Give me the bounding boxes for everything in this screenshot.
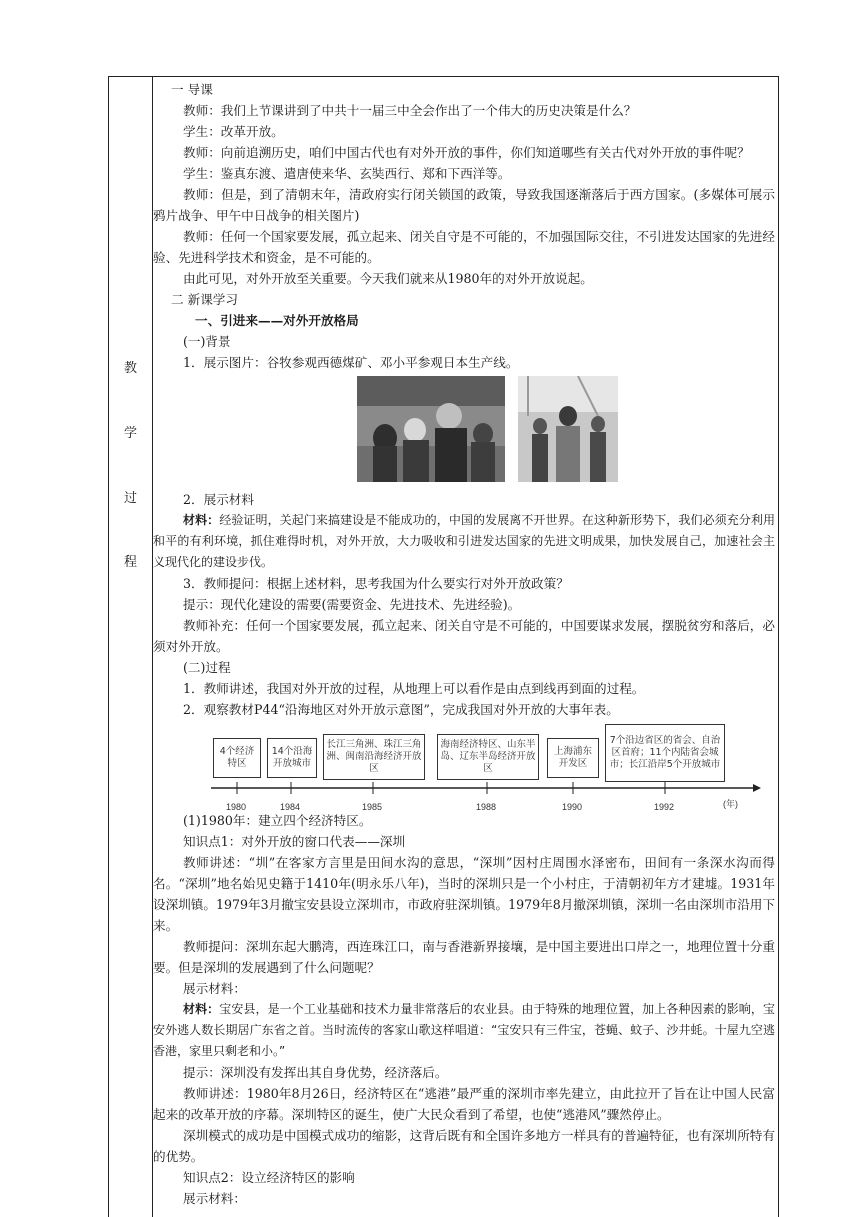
- paragraph: 2．展示材料: [183, 492, 254, 507]
- material-label: 材料：: [183, 1002, 220, 1016]
- lesson-table: [108, 76, 779, 1217]
- opening-timeline: [153, 724, 775, 810]
- material-text: 宝安县，是一个工业基础和技术力量非常落后的农业县。由于特殊的地理位置，加上各种因素的影响，宝安外逃人数长期居广东省之首。当时流传的客家山歌这样唱道：“宝安只有三件宝，苍蝇、蚊子、沙井蚝。十屋九空逃香港，家里只剩老和小。”: [153, 1002, 775, 1058]
- photo-row: [153, 376, 775, 484]
- paragraph: 3．教师提问：根据上述材料，思考我国为什么要实行对外开放政策？: [183, 576, 569, 591]
- lesson-content: [153, 79, 775, 1209]
- material-text: 经验证明，关起门来搞建设是不能成功的，中国的发展离不开世界。在这种新形势下，我们必须充分利用和平的有利环境，抓住难得时机，对外开放，大力吸收和引进发达国家的先进文明成果，加快发展自己，加速社会主义现代化的建设步伐。: [153, 513, 775, 569]
- paragraph: 教师提问：深圳东起大鹏湾，西连珠江口，南与香港新界接壤，是中国主要进出口岸之一，地理位置十分重要。但是深圳的发展遇到了什么问题呢？: [153, 939, 775, 975]
- paragraph: 1．教师讲述，我国对外开放的过程，从地理上可以看作是由点到线再到面的过程。: [183, 681, 645, 696]
- photo-deng-xiaoping-factory: [518, 376, 618, 482]
- paragraph: 教师补充：任何一个国家要发展，孤立起来、闭关自守是不可能的，中国要谋求发展，摆脱贫穷和落后，必须对外开放。: [153, 618, 775, 654]
- paragraph: 由此可见，对外开放至关重要。今天我们就来从1980年的对外开放说起。: [183, 271, 593, 286]
- timeline-box: 海南经济特区、山东半岛、辽东半岛经济开放区: [437, 734, 539, 780]
- material-block: [153, 999, 775, 1062]
- timeline-year: 1992: [654, 802, 675, 812]
- dialogue-line: 学生：鉴真东渡、遣唐使来华、玄奘西行、郑和下西洋等。: [183, 166, 511, 181]
- subheading: (一)背景: [183, 334, 231, 349]
- timeline-year: 1985: [362, 802, 383, 812]
- subsection-heading: 一、引进来——对外开放格局: [195, 313, 359, 328]
- knowledge-point: 知识点2：设立经济特区的影响: [183, 1170, 355, 1185]
- timeline-box: 14个沿海开放城市: [267, 738, 317, 778]
- timeline-year: 1990: [562, 802, 583, 812]
- timeline-year: 1988: [476, 802, 497, 812]
- timeline-box: 7个沿边省区的省会、自治区首府；11个内陆省会城市；长江沿岸5个开放城市: [605, 724, 725, 782]
- dialogue-line: 教师：但是，到了清朝末年，清政府实行闭关锁国的政策，导致我国逐渐落后于西方国家。(多媒体可展示鸦片战争、甲午中日战争的相关图片): [153, 187, 775, 223]
- paragraph: 1．展示图片：谷牧参观西德煤矿、邓小平参观日本生产线。: [183, 355, 519, 370]
- section-heading: 二 新课学习: [171, 292, 238, 307]
- subheading: (二)过程: [183, 660, 231, 675]
- paragraph: 提示：现代化建设的需要(需要资金、先进技术、先进经验)。: [183, 597, 521, 612]
- paragraph: 教师讲述：1980年8月26日，经济特区在“逃港”最严重的深圳市率先建立，由此拉开了旨在让中国人民富起来的改革开放的序幕。深圳特区的诞生，使广大民众看到了希望，也使“逃港风”骤然停止。: [153, 1086, 775, 1122]
- stage-char: 教: [123, 361, 137, 376]
- paragraph: 深圳模式的成功是中国模式成功的缩影，这背后既有和全国许多地方一样具有的普遍特征，也有深圳所特有的优势。: [153, 1128, 775, 1164]
- timeline-year: 1984: [280, 802, 301, 812]
- material-block: [153, 510, 775, 573]
- stage-char: 学: [123, 426, 137, 441]
- knowledge-point: 知识点1：对外开放的窗口代表——深圳: [183, 834, 406, 849]
- timeline-box: 上海浦东开发区: [547, 738, 599, 778]
- dialogue-line: 学生：改革开放。: [183, 124, 284, 139]
- dialogue-line: 教师：任何一个国家要发展，孤立起来、闭关自守是不可能的，不加强国际交往，不引进发达国家的先进经验、先进科学技术和资金，是不可能的。: [153, 229, 775, 265]
- paragraph: 教师讲述：“圳”在客家方言里是田间水沟的意思，“深圳”因村庄周围水泽密布，田间有一条深水沟而得名。“深圳”地名始见史籍于1410年(明永乐八年)，当时的深圳只是一个小村庄，于清朝初年方才建墟。1931年设深圳镇。1979年3月撤宝安县设立深圳市，市政府驻深圳镇。1979年8月撤深圳镇，深圳一名由深圳市沿用下来。: [153, 855, 775, 933]
- stage-column: [109, 77, 153, 1217]
- paragraph: 展示材料：: [183, 981, 246, 996]
- paragraph: 提示：深圳没有发挥出其自身优势，经济落后。: [183, 1065, 448, 1080]
- material-label: 材料：: [183, 513, 220, 527]
- dialogue-line: 教师：向前追溯历史，咱们中国古代也有对外开放的事件，你们知道哪些有关古代对外开放的事件呢？: [183, 145, 750, 160]
- paragraph: 展示材料：: [183, 1191, 246, 1206]
- dialogue-line: 教师：我们上节课讲到了中共十一届三中全会作出了一个伟大的历史决策是什么？: [183, 103, 637, 118]
- timeline-unit: (年): [723, 799, 738, 809]
- paragraph: 2．观察教材P44“沿海地区对外开放示意图”，完成我国对外开放的大事年表。: [183, 702, 619, 717]
- timeline-axis: [153, 780, 775, 798]
- paragraph: (1)1980年：建立四个经济特区。: [183, 813, 372, 828]
- timeline-box: 长江三角洲、珠江三角洲、闽南沿海经济开放区: [323, 734, 425, 780]
- section-heading: 一 导课: [171, 82, 213, 97]
- timeline-year: 1980: [226, 802, 247, 812]
- photo-gu-mu-coal-mine: [357, 376, 505, 482]
- timeline-box: 4个经济特区: [213, 738, 261, 778]
- stage-char: 过: [123, 491, 137, 506]
- stage-char: 程: [123, 555, 137, 570]
